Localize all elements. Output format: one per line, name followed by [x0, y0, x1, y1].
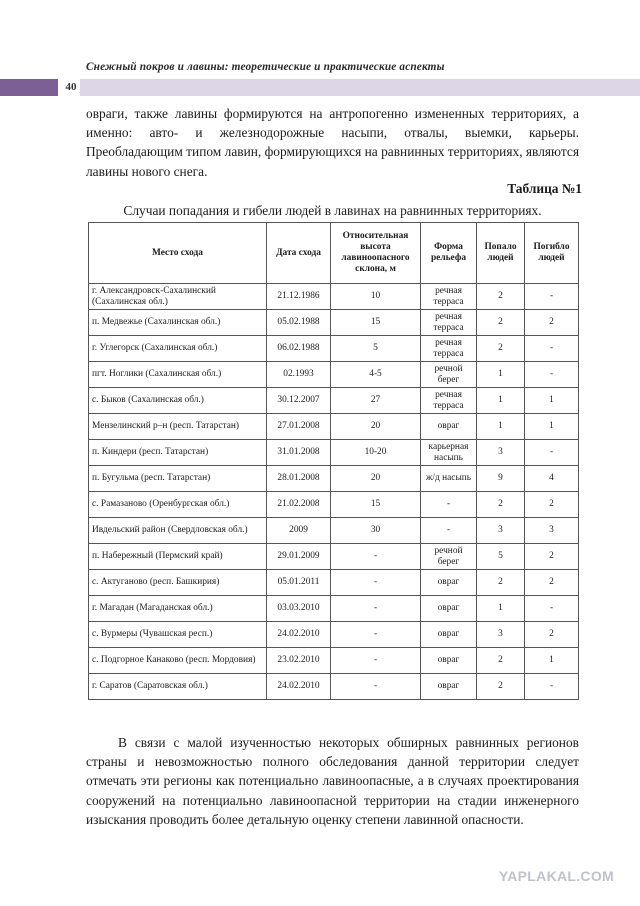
cell-relief: овраг [421, 570, 477, 596]
cell-killed: 1 [525, 648, 579, 674]
cell-height: 10 [331, 284, 421, 310]
cell-killed: 1 [525, 388, 579, 414]
cell-relief: овраг [421, 596, 477, 622]
cell-killed: - [525, 336, 579, 362]
cell-caught: 2 [477, 648, 525, 674]
running-title: Снежный покров и лавины: теоретические и практические аспекты [86, 61, 445, 73]
cell-caught: 1 [477, 596, 525, 622]
cell-relief: речной берег [421, 362, 477, 388]
cell-date: 29.01.2009 [267, 544, 331, 570]
header-band-light [80, 79, 640, 96]
table-caption: Случаи попадания и гибели людей в лавинах на равнинных территориях. [123, 203, 542, 218]
cell-height: - [331, 622, 421, 648]
table-row [89, 674, 579, 700]
cell-caught: 1 [477, 414, 525, 440]
table-row [89, 544, 579, 570]
cell-caught: 2 [477, 674, 525, 700]
paragraph-top: овраги, также лавины формируются на антропогенно измененных территориях, а именно: авто- и железнодорожные насыпи, отвалы, выемки, карьеры. Преобладающим типом лавин, формирующихся на равнинных территориях, являются лавины нового снега. [86, 106, 579, 179]
column-header-place: Место схода [89, 223, 267, 284]
table-body [89, 284, 579, 700]
cell-killed: 2 [525, 570, 579, 596]
cell-place: с. Подгорное Канаково (респ. Мордовия) [89, 648, 267, 674]
table-row [89, 440, 579, 466]
cell-place: пгт. Ноглики (Сахалинская обл.) [89, 362, 267, 388]
cell-height: - [331, 648, 421, 674]
cell-place: г. Саратов (Саратовская обл.) [89, 674, 267, 700]
table-number-label: Таблица №1 [507, 181, 582, 196]
cell-height: 27 [331, 388, 421, 414]
cell-date: 27.01.2008 [267, 414, 331, 440]
cell-killed: 4 [525, 466, 579, 492]
cell-killed: - [525, 674, 579, 700]
cell-place: п. Медвежье (Сахалинская обл.) [89, 310, 267, 336]
cell-height: 15 [331, 492, 421, 518]
cell-relief: овраг [421, 622, 477, 648]
table-row [89, 284, 579, 310]
cell-caught: 3 [477, 518, 525, 544]
cell-date: 24.02.2010 [267, 674, 331, 700]
cell-caught: 3 [477, 440, 525, 466]
cell-killed: - [525, 362, 579, 388]
table-row [89, 336, 579, 362]
cell-caught: 2 [477, 570, 525, 596]
cell-date: 23.02.2010 [267, 648, 331, 674]
table-row [89, 648, 579, 674]
cell-caught: 3 [477, 622, 525, 648]
cell-killed: 2 [525, 544, 579, 570]
cell-height: - [331, 596, 421, 622]
cell-caught: 9 [477, 466, 525, 492]
cell-date: 02.1993 [267, 362, 331, 388]
cell-date: 03.03.2010 [267, 596, 331, 622]
cell-relief: овраг [421, 674, 477, 700]
cell-caught: 2 [477, 310, 525, 336]
cell-relief: ж/д насыпь [421, 466, 477, 492]
cell-height: 15 [331, 310, 421, 336]
cell-date: 24.02.2010 [267, 622, 331, 648]
table-row [89, 466, 579, 492]
table-row [89, 570, 579, 596]
cell-caught: 2 [477, 492, 525, 518]
cell-relief: речная терраса [421, 310, 477, 336]
cell-caught: 2 [477, 336, 525, 362]
column-header-relief: Форма рельефа [421, 223, 477, 284]
cell-place: г. Углегорск (Сахалинская обл.) [89, 336, 267, 362]
cell-date: 30.12.2007 [267, 388, 331, 414]
table-row [89, 362, 579, 388]
cell-killed: - [525, 440, 579, 466]
cell-place: с. Вурмеры (Чувашская респ.) [89, 622, 267, 648]
cell-caught: 2 [477, 284, 525, 310]
cell-place: г. Магадан (Магаданская обл.) [89, 596, 267, 622]
cell-date: 31.01.2008 [267, 440, 331, 466]
table-row [89, 310, 579, 336]
column-header-date: Дата схода [267, 223, 331, 284]
column-header-height: Относительная высота лавиноопасного склона, м [331, 223, 421, 284]
cell-date: 28.01.2008 [267, 466, 331, 492]
cell-height: 20 [331, 414, 421, 440]
cell-height: 4-5 [331, 362, 421, 388]
cell-place: п. Набережный (Пермский край) [89, 544, 267, 570]
cell-height: 20 [331, 466, 421, 492]
cell-killed: 3 [525, 518, 579, 544]
cell-place: п. Бугульма (респ. Татарстан) [89, 466, 267, 492]
cell-relief: речная терраса [421, 284, 477, 310]
cell-place: п. Киндери (респ. Татарстан) [89, 440, 267, 466]
cell-relief: - [421, 492, 477, 518]
cell-relief: речная терраса [421, 336, 477, 362]
cell-relief: карьерная насыпь [421, 440, 477, 466]
cell-killed: 2 [525, 310, 579, 336]
header-band-dark [0, 79, 58, 96]
cell-caught: 5 [477, 544, 525, 570]
cell-place: с. Актуганово (респ. Башкирия) [89, 570, 267, 596]
cell-date: 05.01.2011 [267, 570, 331, 596]
cell-place: с. Быков (Сахалинская обл.) [89, 388, 267, 414]
cell-relief: речная терраса [421, 388, 477, 414]
cell-relief: овраг [421, 648, 477, 674]
cell-killed: 2 [525, 622, 579, 648]
cell-place: Мензелинский р–н (респ. Татарстан) [89, 414, 267, 440]
cell-relief: - [421, 518, 477, 544]
table-row [89, 622, 579, 648]
table-row [89, 492, 579, 518]
table-row [89, 518, 579, 544]
table-row [89, 414, 579, 440]
table-header-row [89, 223, 579, 284]
cell-date: 21.02.2008 [267, 492, 331, 518]
avalanche-incidents-table [88, 222, 579, 700]
cell-date: 21.12.1986 [267, 284, 331, 310]
table-row [89, 388, 579, 414]
cell-relief: овраг [421, 414, 477, 440]
cell-place: Ивдельский район (Свердловская обл.) [89, 518, 267, 544]
cell-height: - [331, 674, 421, 700]
cell-height: 30 [331, 518, 421, 544]
cell-caught: 1 [477, 388, 525, 414]
cell-killed: - [525, 596, 579, 622]
cell-height: - [331, 544, 421, 570]
cell-height: - [331, 570, 421, 596]
cell-date: 2009 [267, 518, 331, 544]
paragraph-bottom: В связи с малой изученностью некоторых обширных равнинных регионов страны и невозможностью полного обследования данной территории следует отмечать эти регионы как потенциально лавиноопасные, а в случаях проектирования сооружений на потенциально лавиноопасной территории на стадии инженерного изыскания проводить более детальную оценку степени лавинной опасности. [86, 735, 579, 827]
cell-relief: речной берег [421, 544, 477, 570]
cell-place: с. Рамазаново (Оренбургская обл.) [89, 492, 267, 518]
cell-date: 05.02.1988 [267, 310, 331, 336]
cell-height: 10-20 [331, 440, 421, 466]
cell-place: г. Александровск-Сахалинский (Сахалинская обл.) [89, 284, 267, 310]
cell-height: 5 [331, 336, 421, 362]
column-header-killed: Погибло людей [525, 223, 579, 284]
column-header-caught: Попало людей [477, 223, 525, 284]
cell-date: 06.02.1988 [267, 336, 331, 362]
cell-killed: 1 [525, 414, 579, 440]
table-row [89, 596, 579, 622]
page-number: 40 [65, 81, 77, 93]
cell-caught: 1 [477, 362, 525, 388]
cell-killed: 2 [525, 492, 579, 518]
watermark: YAPLAKAL.COM [498, 868, 614, 884]
cell-killed: - [525, 284, 579, 310]
